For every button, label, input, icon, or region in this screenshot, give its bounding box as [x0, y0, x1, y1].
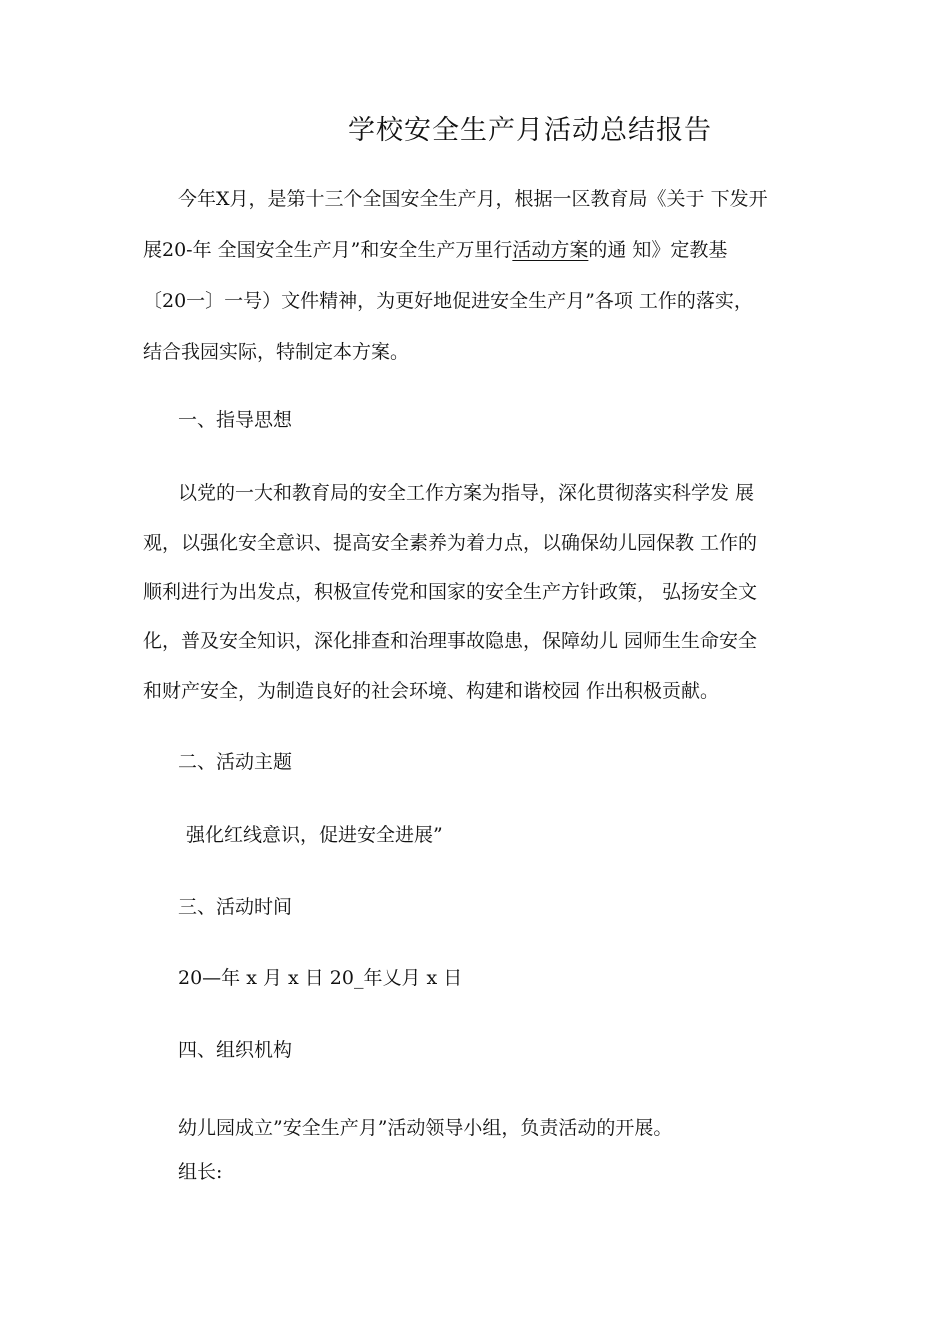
intro-line-2-start: 展20-年 全国安全生产月”和安全生产万里行: [143, 239, 513, 261]
section-1-line-4: 化，普及安全知识，深化排查和治理事故隐患，保障幼儿 园师生生命安全: [143, 630, 758, 652]
section-1-line-2: 观，以强化安全意识、提高安全素养为着力点，以确保幼儿园保教 工作的: [143, 532, 758, 554]
section-4-heading: 四、组织机构: [178, 1039, 293, 1061]
intro-line-1: 今年X月，是第十三个全国安全生产月，根据一区教育局《关于 下发开: [178, 188, 768, 210]
section-1-heading: 一、指导思想: [178, 409, 293, 431]
section-4-body: 幼儿园成立”安全生产月”活动领导小组，负责活动的开展。: [178, 1117, 673, 1139]
activity-time: 20—年 x 月 x 日 20_年乂月 x 日: [178, 967, 463, 989]
intro-line-4: 结合我园实际，特制定本方案。: [143, 341, 410, 363]
section-1-line-3: 顺利进行为出发点，积极宣传党和国家的安全生产方针政策， 弘扬安全文: [143, 581, 758, 603]
section-3-heading: 三、活动时间: [178, 896, 293, 918]
section-1-line-5: 和财产安全，为制造良好的社会环境、构建和谐校园 作出积极贡献。: [143, 680, 720, 702]
activity-plan-link: 活动方案: [512, 239, 589, 261]
leader-label: 组长:: [178, 1161, 223, 1183]
intro-line-3: 〔20一〕一号）文件精神，为更好地促进安全生产月”各项 工作的落实，: [143, 290, 753, 312]
intro-line-2: [143, 238, 727, 262]
activity-theme: 强化红线意识，促进安全进展”: [186, 824, 443, 846]
section-2-heading: 二、活动主题: [178, 751, 293, 773]
document-title: 学校安全生产月活动总结报告: [348, 115, 712, 146]
section-1-line-1: 以党的一大和教育局的安全工作方案为指导，深化贯彻落实科学发 展: [178, 482, 755, 504]
intro-line-2-end: 的通 知》定教基: [588, 239, 728, 261]
